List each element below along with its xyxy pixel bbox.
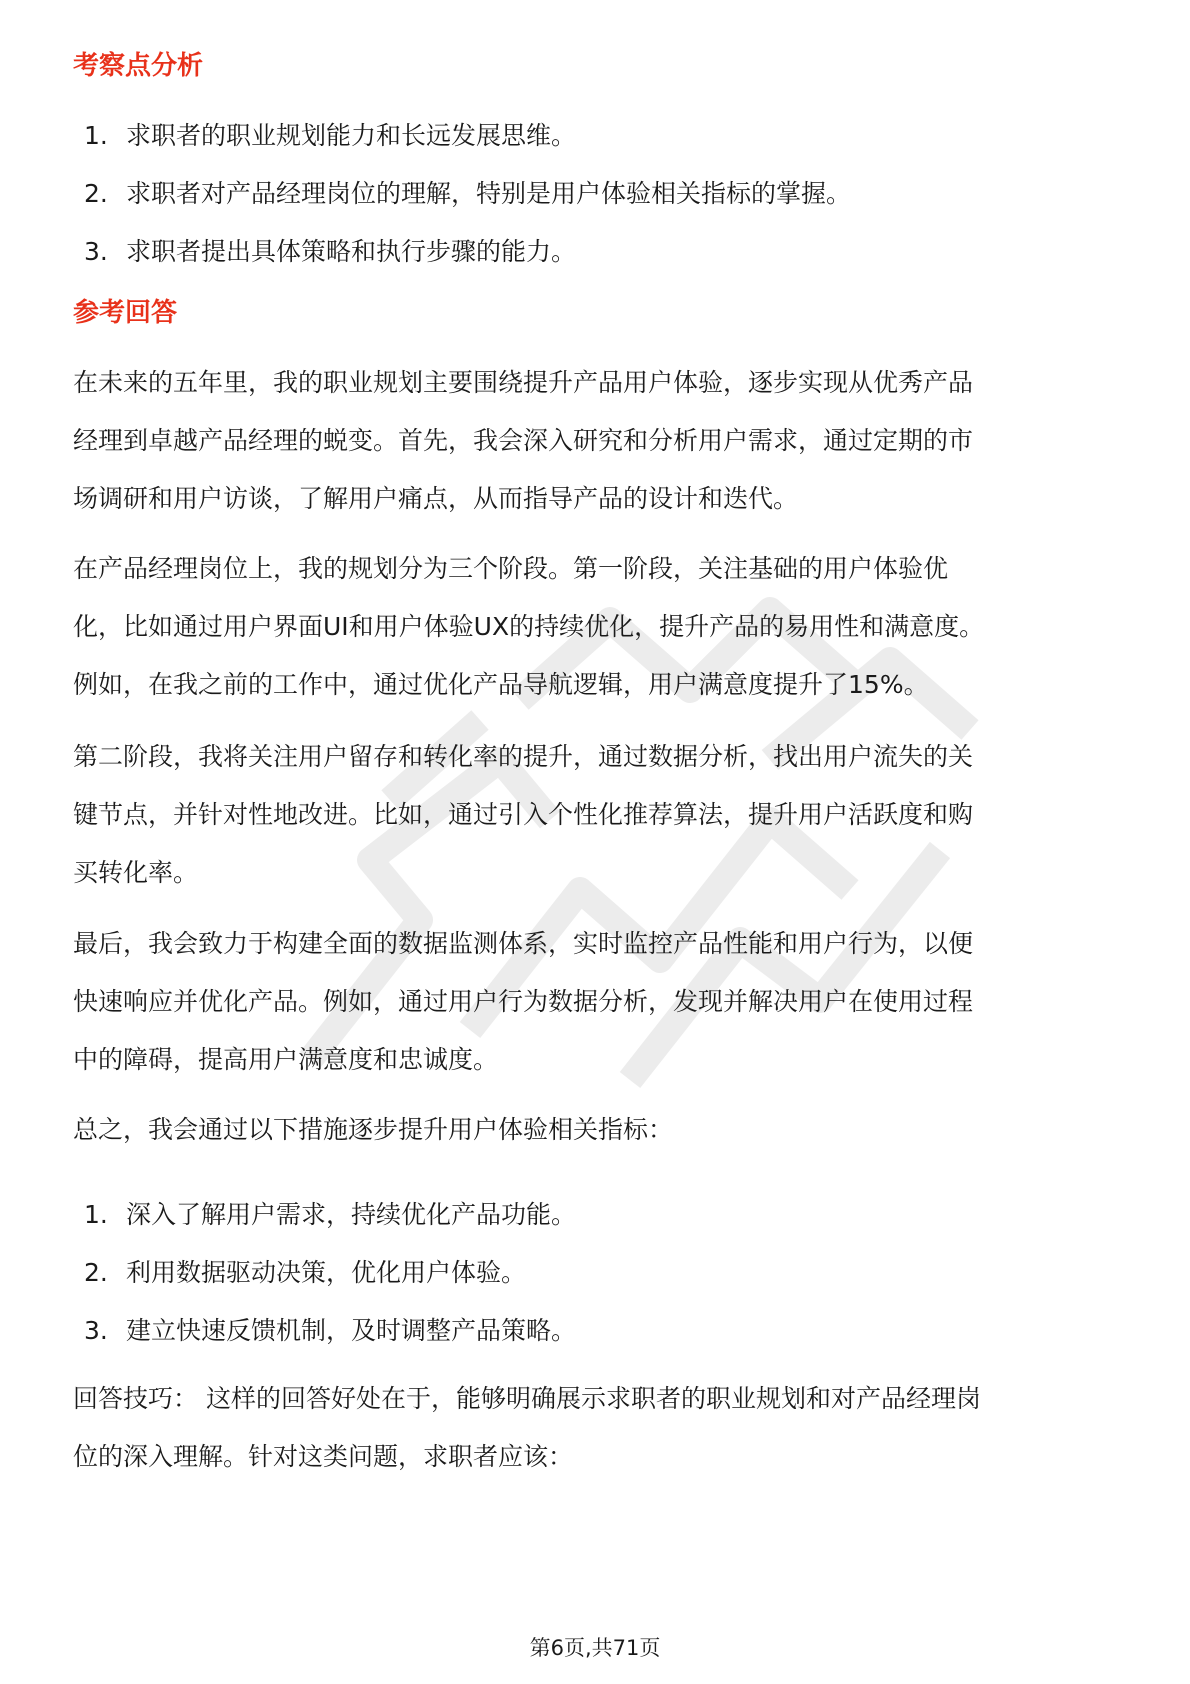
list-item: 1. 求职者的职业规划能力和长远发展思维。 (84, 121, 577, 150)
list-item: 3. 建立快速反馈机制，及时调整产品策略。 (84, 1316, 577, 1345)
section-title-analysis: 考察点分析 (73, 51, 204, 81)
list-item: 1. 深入了解用户需求，持续优化产品功能。 (84, 1200, 577, 1229)
list-item: 2. 求职者对产品经理岗位的理解，特别是用户体验相关指标的掌握。 (84, 179, 852, 208)
list-item: 3. 求职者提出具体策略和执行步骤的能力。 (84, 237, 577, 266)
paragraph-tips: 回答技巧： 这样的回答好处在于，能够明确展示求职者的职业规划和对产品经理岗 位的深入理解。针对这类问题，求职者应该： (73, 1384, 981, 1471)
paragraph-stage-one: 在产品经理岗位上，我的规划分为三个阶段。第一阶段，关注基础的用户体验优 化，比如通过用户界面UI和用户体验UX的持续优化，提升产品的易用性和满意度。 例如，在我之前的工作中，通过优化产品导航逻辑，用户满意度提升了15%。 (73, 554, 985, 699)
paragraph-intro: 在未来的五年里，我的职业规划主要围绕提升产品用户体验，逐步实现从优秀产品 经理到卓越产品经理的蜕变。首先，我会深入研究和分析用户需求，通过定期的市 场调研和用户访谈，了解用户痛点，从而指导产品的设计和迭代。 (73, 368, 974, 513)
paragraph-summary: 总之，我会通过以下措施逐步提升用户体验相关指标： (73, 1115, 674, 1144)
analysis-list (84, 107, 851, 281)
list-item: 2. 利用数据驱动决策，优化用户体验。 (84, 1258, 527, 1287)
page-number: 第6页,共71页 (529, 1636, 661, 1660)
measures-list (84, 1186, 576, 1360)
paragraph-stage-two: 第二阶段，我将关注用户留存和转化率的提升，通过数据分析，找出用户流失的关 键节点，并针对性地改进。比如，通过引入个性化推荐算法，提升用户活跃度和购 买转化率。 (73, 742, 974, 887)
paragraph-stage-three: 最后，我会致力于构建全面的数据监测体系，实时监控产品性能和用户行为，以便 快速响应并优化产品。例如，通过用户行为数据分析，发现并解决用户在使用过程 中的障碍，提高用户满意度和忠诚度。 (73, 929, 974, 1074)
section-title-answer: 参考回答 (73, 298, 178, 328)
